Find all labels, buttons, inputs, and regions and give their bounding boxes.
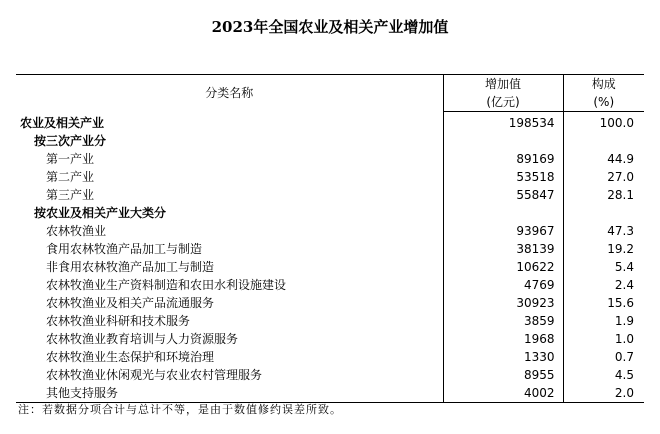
row-value	[443, 204, 563, 222]
row-name: 第二产业	[16, 168, 443, 186]
row-value: 38139	[443, 240, 563, 258]
row-value: 8955	[443, 366, 563, 384]
row-name: 非食用农林牧渔产品加工与制造	[16, 258, 443, 276]
table-row	[16, 150, 644, 168]
row-name: 农林牧渔业休闲观光与农业农村管理服务	[16, 366, 443, 384]
row-name: 农林牧渔业及相关产品流通服务	[16, 294, 443, 312]
table-header	[16, 75, 644, 112]
row-value: 4002	[443, 384, 563, 403]
row-value: 89169	[443, 150, 563, 168]
row-name: 按三次产业分	[16, 132, 443, 150]
row-name: 第三产业	[16, 186, 443, 204]
column-header-share-unit: (%)	[563, 93, 644, 112]
row-name: 农林牧渔业科研和技术服务	[16, 312, 443, 330]
table-row	[16, 366, 644, 384]
column-header-name: 分类名称	[16, 75, 443, 112]
row-share: 0.7	[614, 350, 634, 364]
table-row	[16, 384, 644, 403]
row-value: 30923	[443, 294, 563, 312]
row-share	[563, 132, 644, 150]
table-row	[16, 222, 644, 240]
table-row	[16, 168, 644, 186]
row-value: 4769	[443, 276, 563, 294]
column-header-value: 增加值	[443, 75, 563, 94]
row-value: 1330	[443, 348, 563, 366]
data-table-container	[16, 74, 644, 403]
row-value: 93967	[443, 222, 563, 240]
row-name: 按农业及相关产业大类分	[16, 204, 443, 222]
column-header-value-unit: (亿元)	[443, 93, 563, 112]
table-row	[16, 186, 644, 204]
row-value: 55847	[443, 186, 563, 204]
row-name: 农林牧渔业教育培训与人力资源服务	[16, 330, 443, 348]
row-share: 4.5	[614, 368, 634, 382]
page-title: 2023年全国农业及相关产业增加值	[211, 18, 449, 36]
row-value: 53518	[443, 168, 563, 186]
row-share: 19.2	[607, 242, 634, 256]
column-header-share: 构成	[563, 75, 644, 94]
row-name: 其他支持服务	[16, 384, 443, 403]
table-row	[16, 258, 644, 276]
table-row	[16, 132, 644, 150]
row-name: 农林牧渔业生态保护和环境治理	[16, 348, 443, 366]
row-share: 15.6	[607, 296, 634, 310]
row-name: 农林牧渔业	[16, 222, 443, 240]
row-share: 1.9	[614, 314, 634, 328]
row-share: 100.0	[599, 116, 634, 130]
row-share: 44.9	[607, 152, 634, 166]
row-share: 47.3	[607, 224, 634, 238]
row-name: 农业及相关产业	[16, 112, 443, 133]
table-row	[16, 312, 644, 330]
row-value: 1968	[443, 330, 563, 348]
table-row	[16, 276, 644, 294]
row-share: 2.0	[563, 384, 644, 403]
row-value: 3859	[443, 312, 563, 330]
table-row	[16, 240, 644, 258]
row-value: 198534	[443, 112, 563, 133]
row-share: 27.0	[607, 170, 634, 184]
table-body	[16, 112, 644, 403]
row-name: 食用农林牧渔产品加工与制造	[16, 240, 443, 258]
footnote: 注：若数据分项合计与总计不等，是由于数值修约误差所致。	[18, 403, 342, 416]
row-share: 2.4	[614, 278, 634, 292]
table-row	[16, 112, 644, 133]
row-value: 10622	[443, 258, 563, 276]
table-row	[16, 294, 644, 312]
data-table	[16, 74, 644, 403]
row-name: 第一产业	[16, 150, 443, 168]
table-row	[16, 330, 644, 348]
row-share: 5.4	[614, 260, 634, 274]
table-row	[16, 348, 644, 366]
row-name: 农林牧渔业生产资料制造和农田水利设施建设	[16, 276, 443, 294]
row-share: 1.0	[614, 332, 634, 346]
row-share	[563, 204, 644, 222]
table-row	[16, 204, 644, 222]
row-share: 28.1	[607, 188, 634, 202]
row-value	[443, 132, 563, 150]
